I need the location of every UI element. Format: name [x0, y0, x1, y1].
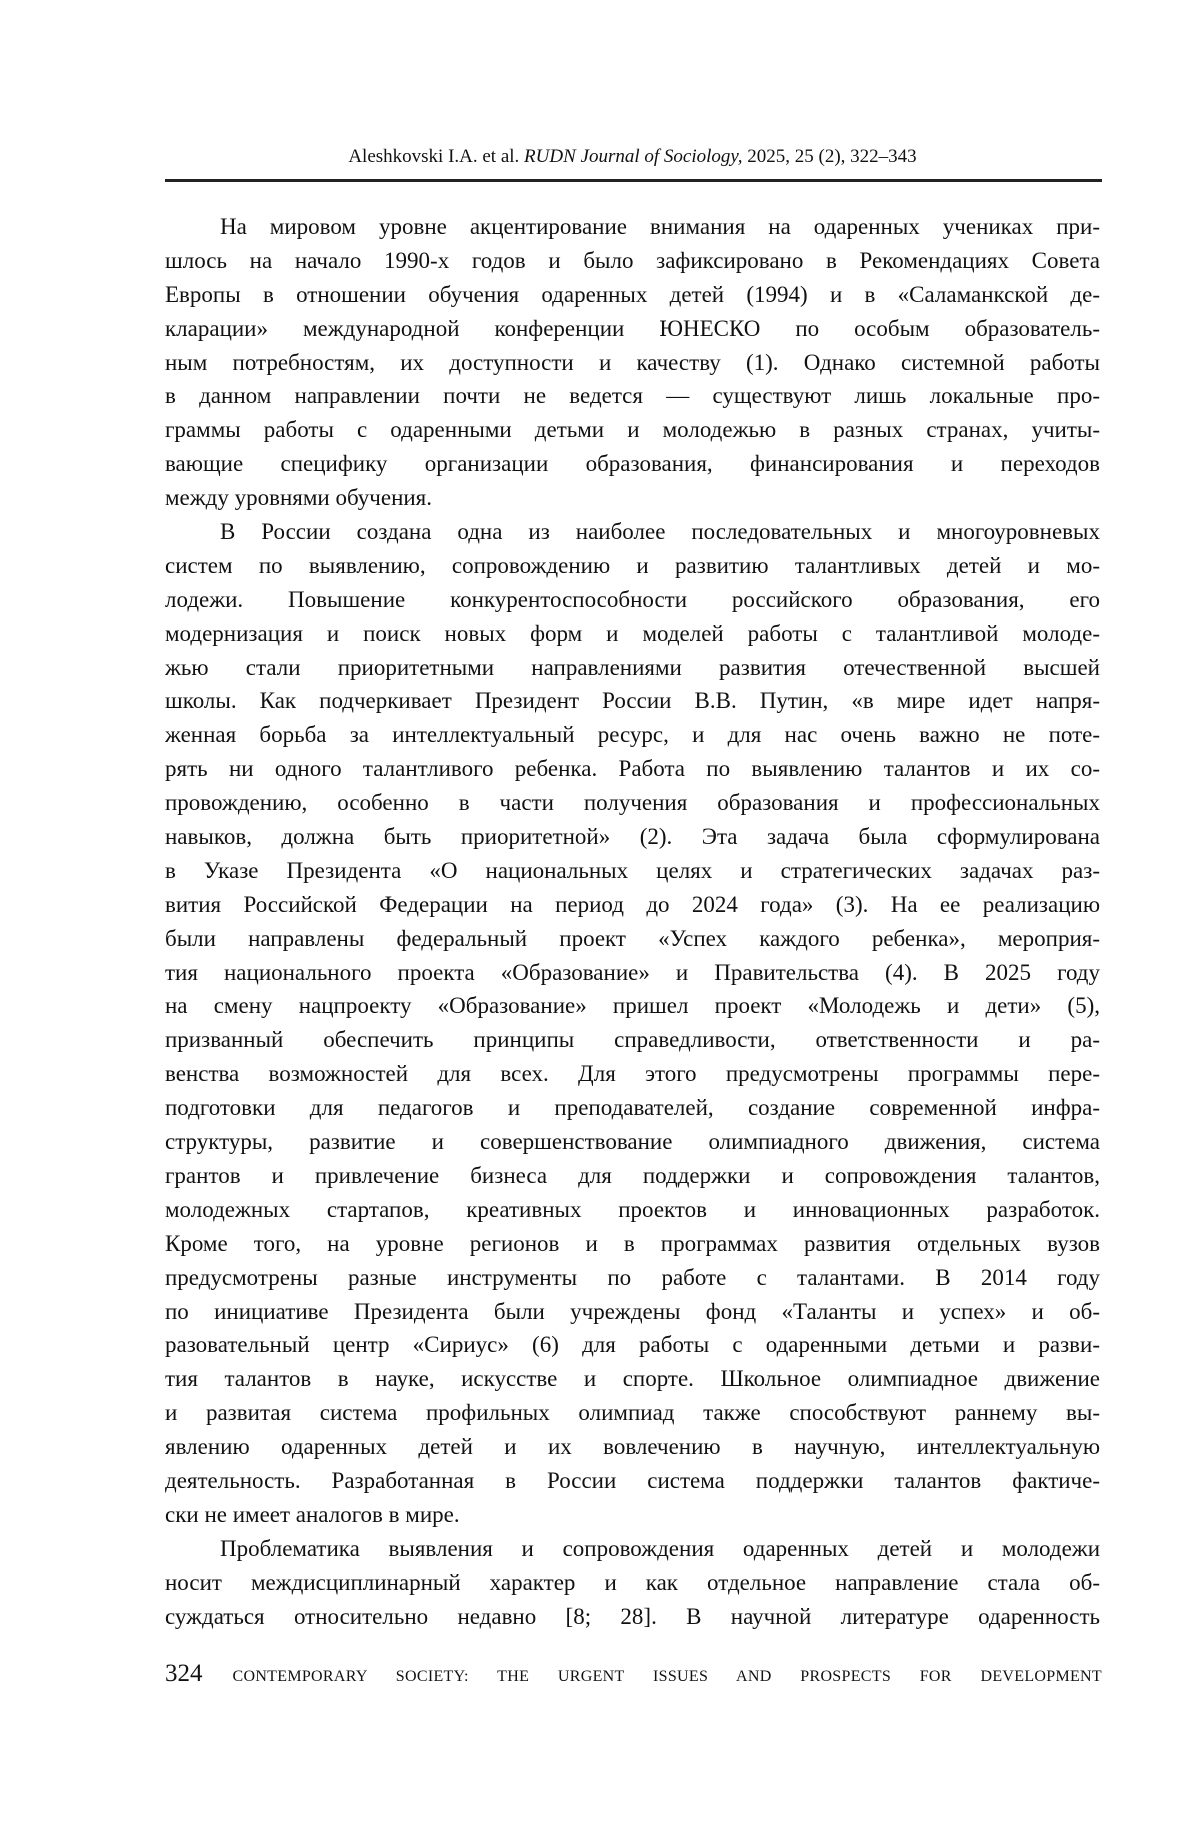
- text-line: рять ни одного талантливого ребенка. Работа по выявлению талантов и их со-: [165, 756, 1100, 782]
- text-line: провождению, особенно в части получения образования и профессиональных: [165, 790, 1100, 816]
- text-line: явлению одаренных детей и их вовлечению в научную, интеллектуальную: [165, 1434, 1100, 1460]
- running-head: [165, 146, 1100, 168]
- text-line: шлось на начало 1990-х годов и было зафиксировано в Рекомендациях Совета: [165, 247, 1100, 273]
- text-line: предусмотрены разные инструменты по работе с талантами. В 2014 году: [165, 1264, 1100, 1290]
- text-line: вающие специфику организации образования, финансирования и переходов: [165, 451, 1100, 477]
- text-line: структуры, развитие и совершенствование олимпиадного движения, система: [165, 1129, 1100, 1155]
- text-line: школы. Как подчеркивает Президент России В.В. Путин, «в мире идет напря-: [165, 688, 1100, 714]
- text-line: по инициативе Президента были учреждены фонд «Таланты и успех» и об-: [165, 1298, 1100, 1324]
- text-line: подготовки для педагогов и преподавателей, создание современной инфра-: [165, 1095, 1100, 1121]
- text-line: в данном направлении почти не ведется — существуют лишь локальные про-: [165, 383, 1100, 409]
- text-line: навыков, должна быть приоритетной» (2). Эта задача была сформулирована: [165, 824, 1100, 850]
- text-line: Кроме того, на уровне регионов и в программах развития отдельных вузов: [165, 1230, 1100, 1256]
- text-line: модернизация и поиск новых форм и моделей работы с талантливой молоде-: [165, 620, 1100, 646]
- paragraph: [165, 210, 1100, 515]
- header-citation: 2025, 25 (2), 322–343: [747, 146, 917, 167]
- text-line: вития Российской Федерации на период до 2024 года» (3). На ее реализацию: [165, 891, 1100, 917]
- text-line: систем по выявлению, сопровождению и развитию талантливых детей и мо-: [165, 552, 1100, 578]
- paragraph: [165, 515, 1100, 1532]
- text-line: граммы работы с одаренными детьми и молодежью в разных странах, учиты-: [165, 417, 1100, 443]
- text-line: на смену нацпроекту «Образование» пришел проект «Молодежь и дети» (5),: [165, 993, 1100, 1019]
- page-footer: [165, 1660, 1102, 1688]
- header-journal: RUDN Journal of Sociology,: [524, 146, 743, 167]
- text-line: призванный обеспечить принципы справедливости, ответственности и ра-: [165, 1027, 1100, 1053]
- text-line: ным потребностям, их доступности и качеству (1). Однако системной работы: [165, 349, 1100, 375]
- article-body: [165, 210, 1100, 1633]
- text-line: суждаться относительно недавно [8; 28]. В научной литературе одаренность: [165, 1603, 1100, 1629]
- text-line: были направлены федеральный проект «Успех каждого ребенка», мероприя-: [165, 925, 1100, 951]
- text-line: тия талантов в науке, искусстве и спорте. Школьное олимпиадное движение: [165, 1366, 1100, 1392]
- text-line: носит междисциплинарный характер и как отдельное направление стала об-: [165, 1569, 1100, 1595]
- text-line: На мировом уровне акцентирование внимания на одаренных учениках при-: [220, 214, 1100, 239]
- section-title: CONTEMPORARY SOCIETY: THE URGENT ISSUES AND PROSPECTS FOR DEVELOPMENT: [232, 1668, 1102, 1685]
- text-line: лодежи. Повышение конкурентоспособности российского образования, его: [165, 586, 1100, 612]
- page-number: 324: [165, 1660, 203, 1687]
- header-authors: Aleshkovski I.A. et al.: [348, 146, 520, 167]
- text-line: женная борьба за интеллектуальный ресурс, и для нас очень важно не поте-: [165, 722, 1100, 748]
- text-line: в Указе Президента «О национальных целях и стратегических задачах раз-: [165, 857, 1100, 883]
- text-line: деятельность. Разработанная в России система поддержки талантов фактиче-: [165, 1467, 1100, 1493]
- text-line: и развитая система профильных олимпиад также способствуют раннему вы-: [165, 1400, 1100, 1426]
- text-line: жью стали приоритетными направлениями развития отечественной высшей: [165, 654, 1100, 680]
- text-line: разовательный центр «Сириус» (6) для работы с одаренными детьми и разви-: [165, 1332, 1100, 1358]
- text-line: Проблематика выявления и сопровождения одаренных детей и молодежи: [220, 1535, 1100, 1561]
- text-line: между уровнями обучения.: [165, 485, 433, 511]
- text-line: тия национального проекта «Образование» и Правительства (4). В 2025 году: [165, 959, 1100, 985]
- text-line: ски не имеет аналогов в мире.: [165, 1501, 460, 1527]
- text-line: В России создана одна из наиболее последовательных и многоуровневых: [220, 519, 1100, 545]
- text-line: молодежных стартапов, креативных проектов и инновационных разработок.: [165, 1196, 1100, 1222]
- text-line: грантов и привлечение бизнеса для поддержки и сопровождения талантов,: [165, 1162, 1100, 1188]
- text-line: Европы в отношении обучения одаренных детей (1994) и в «Саламанкской де-: [165, 281, 1100, 307]
- text-line: кларации» международной конференции ЮНЕСКО по особым образователь-: [165, 315, 1100, 341]
- header-rule: [165, 179, 1102, 182]
- text-line: венства возможностей для всех. Для этого предусмотрены программы пере-: [165, 1061, 1100, 1087]
- paragraph: [165, 1532, 1100, 1634]
